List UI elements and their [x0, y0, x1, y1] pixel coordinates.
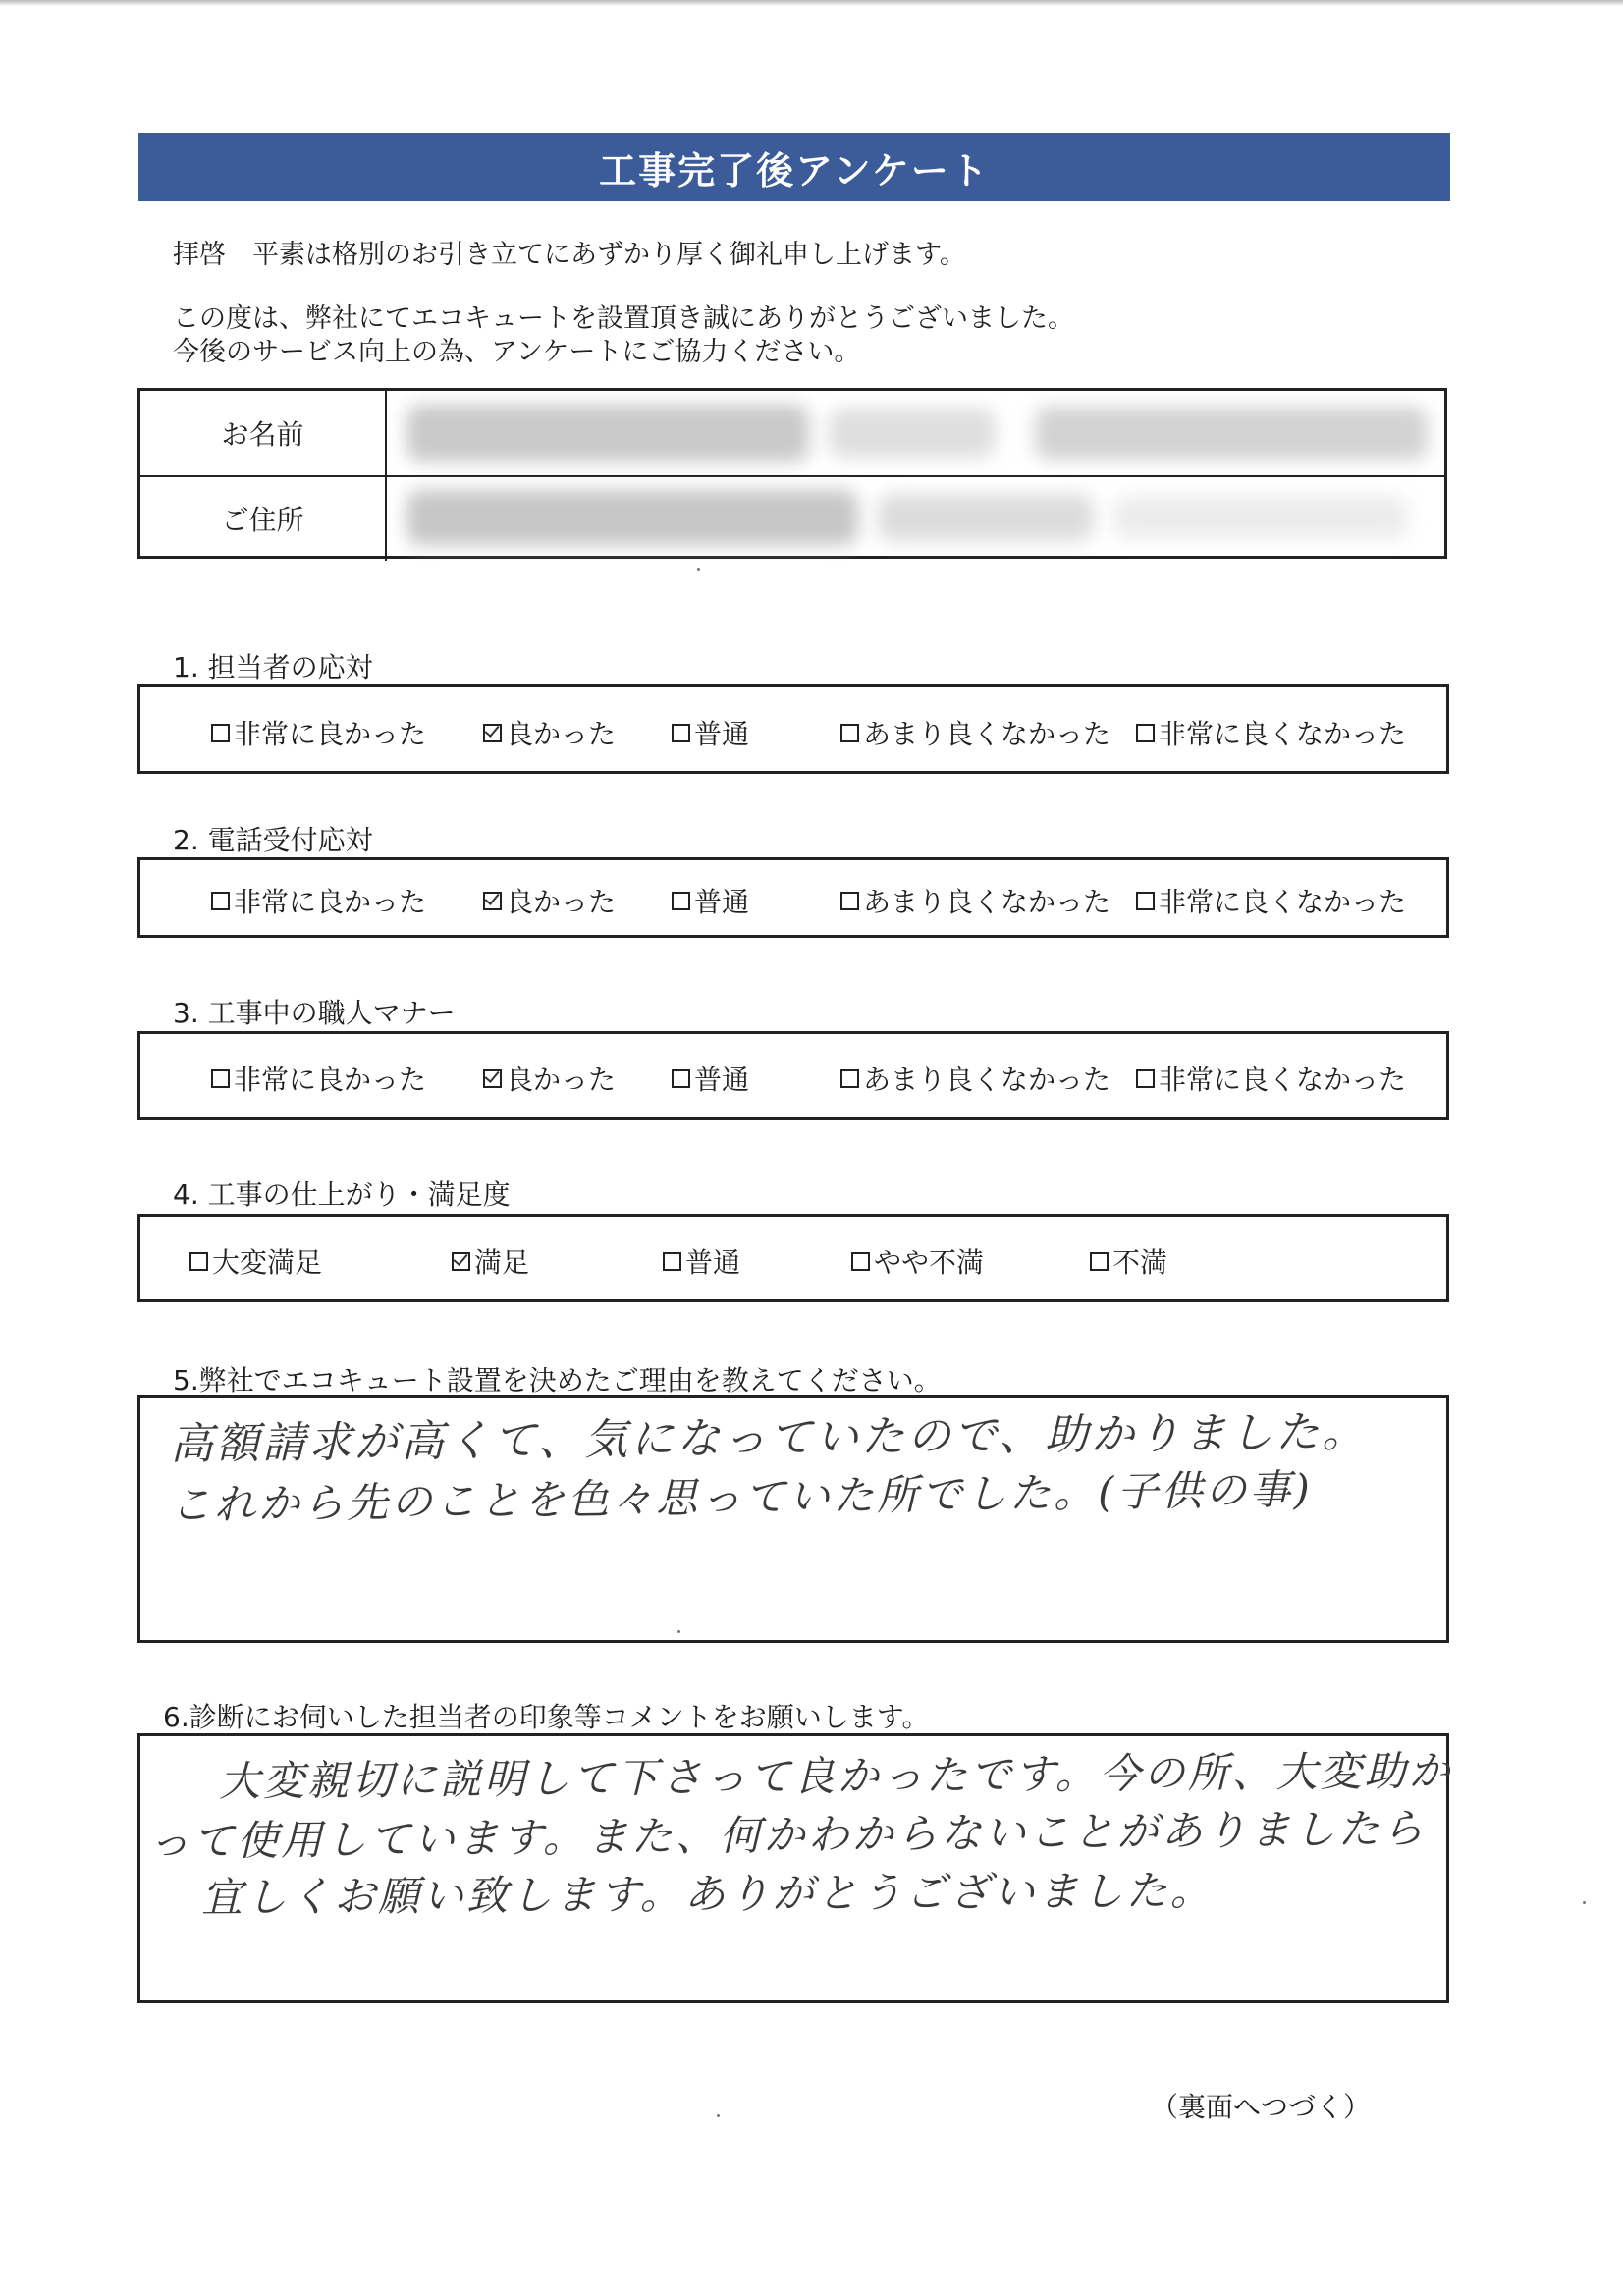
checkbox-icon[interactable] [663, 1252, 681, 1271]
greeting-line: 拝啓 平素は格別のお引き立てにあずかり厚く御礼申し上げます。 [173, 240, 966, 270]
name-label: お名前 [140, 391, 387, 475]
scan-edge [0, 0, 1623, 6]
address-row [140, 476, 1444, 561]
q1-option-good[interactable]: 良かった [483, 713, 616, 752]
address-label: ご住所 [140, 476, 387, 561]
continued-on-back-note: （裏面へつづく） [1151, 2091, 1372, 2123]
checkbox-icon[interactable] [189, 1252, 208, 1271]
q5-answer-line: 高額請求が高くて、気になっていたので、助かりました。 [169, 1406, 1369, 1470]
q4-option-very-satisfied[interactable]: 大変満足 [189, 1241, 322, 1281]
name-value-redacted [387, 391, 1444, 475]
checkbox-icon[interactable] [211, 724, 230, 742]
checkbox-icon[interactable] [840, 724, 859, 742]
q2-option-not-good[interactable]: あまり良くなかった [840, 881, 1110, 920]
checkbox-icon[interactable] [672, 1069, 690, 1088]
checkbox-icon[interactable] [211, 892, 230, 910]
checkbox-icon[interactable] [840, 1069, 859, 1088]
request-line: 今後のサービス向上の為、アンケートにご協力ください。 [173, 337, 861, 367]
address-value-redacted [387, 476, 1444, 561]
q3-option-not-good[interactable]: あまり良くなかった [840, 1059, 1110, 1098]
page-title: 工事完了後アンケート [138, 133, 1450, 201]
q4-label: 4. 工事の仕上がり・満足度 [173, 1178, 511, 1211]
customer-info-table [137, 388, 1447, 559]
scan-speck [697, 568, 700, 571]
q1-option-very-good[interactable]: 非常に良かった [211, 713, 426, 752]
checkbox-icon[interactable] [211, 1069, 230, 1088]
scan-speck [717, 2114, 720, 2117]
q6-answer-line: って使用しています。また、何かわからないことがありましたら [147, 1804, 1427, 1866]
q5-label: 5.弊社でエコキュート設置を決めたご理由を教えてください。 [173, 1364, 942, 1396]
q2-options [137, 857, 1449, 938]
checkbox-icon[interactable] [1136, 724, 1155, 742]
q5-answer-box[interactable] [137, 1395, 1449, 1643]
q4-option-somewhat-dissatisfied[interactable]: やや不満 [851, 1241, 984, 1281]
q2-option-good[interactable]: 良かった [483, 881, 616, 920]
q1-label: 1. 担当者の応対 [173, 651, 373, 683]
checkbox-icon[interactable] [840, 892, 859, 910]
q3-option-good[interactable]: 良かった [483, 1059, 616, 1098]
q1-options [137, 684, 1449, 774]
q4-option-satisfied[interactable]: 満足 [452, 1241, 529, 1281]
checkbox-icon[interactable] [851, 1252, 870, 1271]
checked-checkbox-icon[interactable] [483, 1069, 502, 1088]
checked-checkbox-icon[interactable] [483, 724, 502, 742]
q3-option-normal[interactable]: 普通 [672, 1059, 749, 1098]
q3-option-very-bad[interactable]: 非常に良くなかった [1136, 1059, 1406, 1098]
q6-answer-line: 大変親切に説明して下さって良かったです。今の所、大変助か [218, 1746, 1453, 1806]
q6-answer-line: 宜しくお願い致します。ありがとうございました。 [200, 1866, 1215, 1922]
checkbox-icon[interactable] [672, 892, 690, 910]
q2-label: 2. 電話受付応対 [173, 824, 373, 856]
checked-checkbox-icon[interactable] [483, 892, 502, 910]
q3-option-very-good[interactable]: 非常に良かった [211, 1059, 426, 1098]
q1-option-normal[interactable]: 普通 [672, 713, 749, 752]
q3-label: 3. 工事中の職人マナー [173, 997, 456, 1029]
q4-option-normal[interactable]: 普通 [663, 1241, 740, 1281]
scan-speck [677, 1630, 680, 1633]
q3-options [137, 1031, 1449, 1120]
checkbox-icon[interactable] [672, 724, 690, 742]
q1-option-not-good[interactable]: あまり良くなかった [840, 713, 1110, 752]
q2-option-very-good[interactable]: 非常に良かった [211, 881, 426, 920]
scan-speck [1583, 1901, 1586, 1904]
q2-option-normal[interactable]: 普通 [672, 881, 749, 920]
q6-label: 6.診断にお伺いした担当者の印象等コメントをお願いします。 [163, 1701, 930, 1733]
checkbox-icon[interactable] [1090, 1252, 1109, 1271]
thanks-line: この度は、弊社にてエコキュートを設置頂き誠にありがとうございました。 [173, 303, 1074, 334]
checkbox-icon[interactable] [1136, 1069, 1155, 1088]
q4-options [137, 1214, 1449, 1302]
q2-option-very-bad[interactable]: 非常に良くなかった [1136, 881, 1406, 920]
checked-checkbox-icon[interactable] [452, 1252, 470, 1271]
q1-option-very-bad[interactable]: 非常に良くなかった [1136, 713, 1406, 752]
checkbox-icon[interactable] [1136, 892, 1155, 910]
q6-answer-box[interactable] [137, 1733, 1453, 2003]
q5-answer-line: これから先のことを色々思っていた所でした。(子供の事) [169, 1464, 1314, 1530]
name-row [140, 391, 1444, 477]
q4-option-dissatisfied[interactable]: 不満 [1090, 1241, 1167, 1281]
